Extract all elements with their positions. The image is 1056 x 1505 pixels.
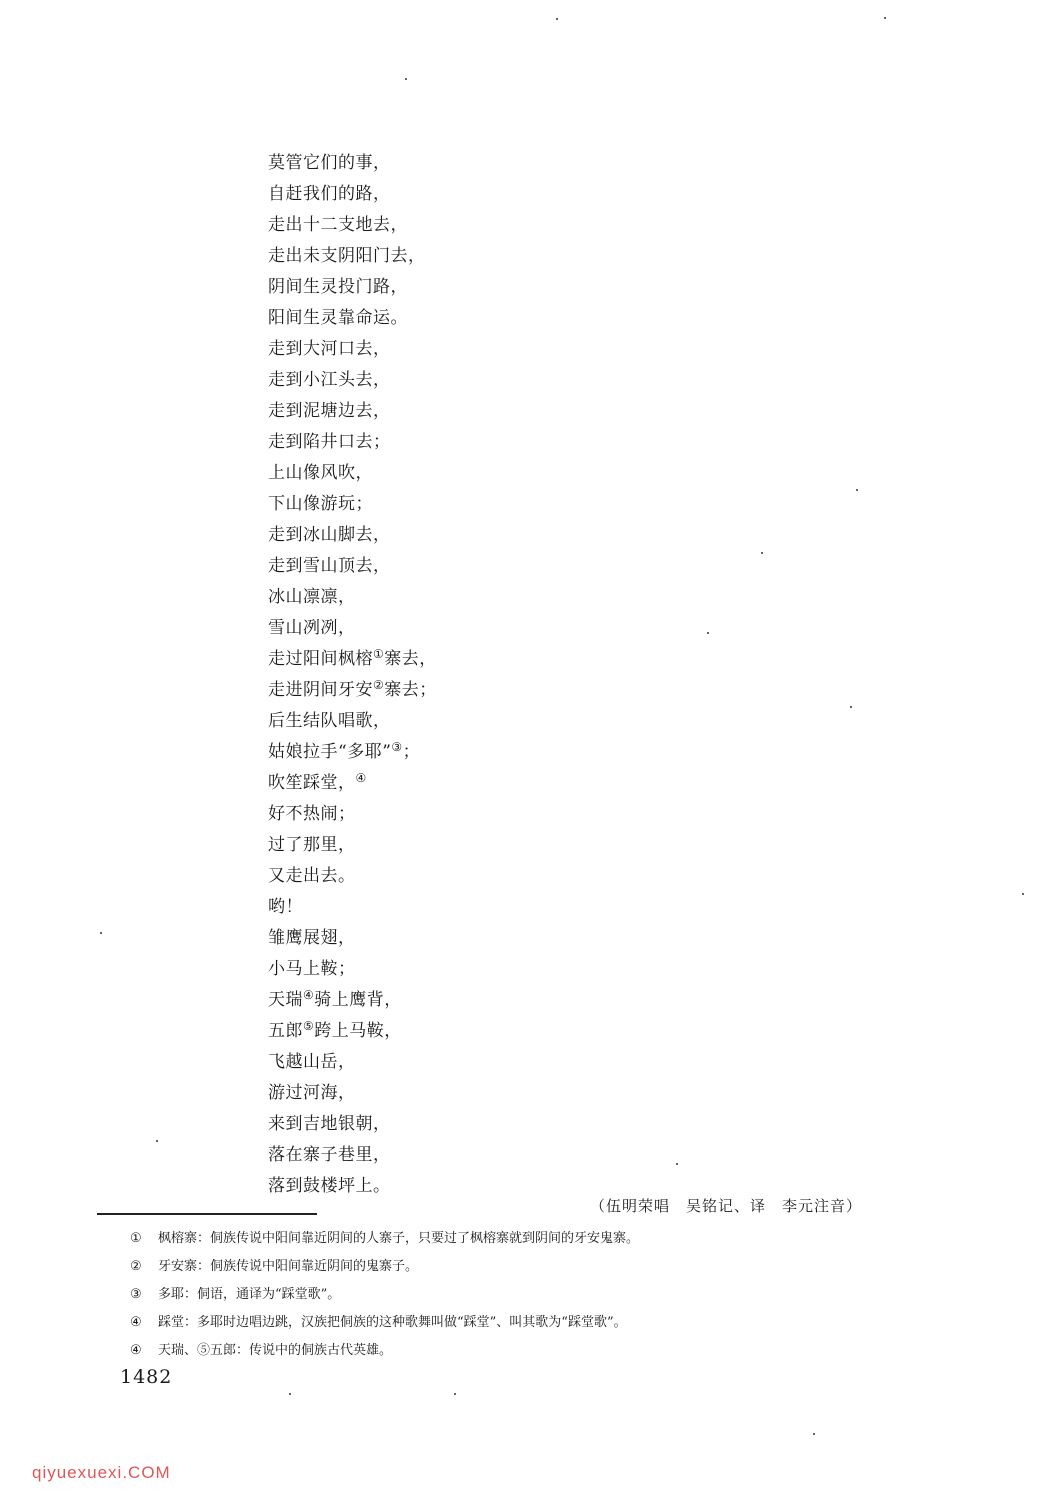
verse-line-annotated bbox=[268, 737, 437, 768]
verse-text: 天瑞 bbox=[268, 990, 303, 1010]
verse-text: 姑娘拉手“多耶” bbox=[268, 742, 392, 762]
scan-speck bbox=[556, 18, 558, 20]
performer-credit: （伍明荣唱 吴铭记、译 李元注音） bbox=[590, 1197, 863, 1215]
scan-speck bbox=[850, 706, 852, 708]
footnote-text: 天瑞、⑤五郎：传说中的侗族古代英雄。 bbox=[158, 1343, 393, 1358]
verse-text: 走过阳间枫榕 bbox=[268, 649, 373, 669]
footnote-marker: ② bbox=[373, 678, 385, 692]
verse-line: 阴间生灵投门路， bbox=[268, 277, 408, 297]
verse-text: 骑上鹰背， bbox=[314, 990, 402, 1010]
verse-line-annotated bbox=[268, 644, 437, 675]
verse-text: 寨去； bbox=[384, 680, 437, 700]
verse-line: 走出未支阴阳门去， bbox=[268, 246, 426, 266]
footnote-number: ① bbox=[130, 1231, 142, 1246]
verse-line: 来到吉地银朝， bbox=[268, 1114, 391, 1134]
verse-line: 上山像风吹， bbox=[268, 463, 373, 483]
verse-line: 走到雪山顶去， bbox=[268, 556, 391, 576]
scan-speck bbox=[100, 932, 102, 934]
scan-speck bbox=[761, 552, 763, 554]
verse-line: 自赶我们的路， bbox=[268, 184, 391, 204]
page-number: 1482 bbox=[120, 1366, 173, 1388]
poem-verse bbox=[268, 148, 437, 1202]
scan-speck bbox=[1022, 893, 1024, 895]
footnote-list bbox=[130, 1225, 639, 1365]
footnote-marker: ④ bbox=[355, 771, 367, 785]
footnote-number: ④ bbox=[130, 1315, 142, 1330]
scan-speck bbox=[707, 632, 709, 634]
footnote-item bbox=[130, 1337, 639, 1365]
site-watermark: qiyuexuexi.COM bbox=[32, 1463, 171, 1482]
footnote-number: ② bbox=[130, 1259, 142, 1274]
footnote-marker: ③ bbox=[391, 740, 403, 754]
verse-line: 后生结队唱歌， bbox=[268, 711, 391, 731]
verse-line: 游过河海， bbox=[268, 1083, 356, 1103]
verse-line-annotated bbox=[268, 1016, 437, 1047]
verse-line-annotated bbox=[268, 675, 437, 706]
verse-line: 走到小江头去， bbox=[268, 370, 391, 390]
scan-speck bbox=[813, 1433, 815, 1435]
scan-speck bbox=[454, 1393, 456, 1395]
verse-text: 走进阴间牙安 bbox=[268, 680, 373, 700]
footnote-number: ③ bbox=[130, 1287, 142, 1302]
footnote-item bbox=[130, 1253, 639, 1281]
footnote-number: ④ bbox=[130, 1343, 142, 1358]
footnote-divider bbox=[97, 1213, 317, 1215]
scan-speck bbox=[676, 1163, 678, 1165]
footnote-marker: ⑤ bbox=[303, 1019, 315, 1033]
scan-speck bbox=[884, 17, 886, 19]
verse-line: 走到陷井口去； bbox=[268, 432, 391, 452]
verse-text: 五郎 bbox=[268, 1021, 303, 1041]
scan-speck bbox=[856, 489, 858, 491]
footnote-marker: ① bbox=[373, 647, 385, 661]
footnote-text: 踩堂：多耶时边唱边跳，汉族把侗族的这种歌舞叫做“踩堂”、叫其歌为“踩堂歌”。 bbox=[158, 1315, 627, 1330]
verse-line: 飞越山岳， bbox=[268, 1052, 356, 1072]
verse-line: 小马上鞍； bbox=[268, 959, 356, 979]
verse-line-annotated bbox=[268, 985, 437, 1016]
verse-line: 走到冰山脚去， bbox=[268, 525, 391, 545]
verse-line: 冰山凛凛， bbox=[268, 587, 356, 607]
verse-line: 走到大河口去， bbox=[268, 339, 391, 359]
footnote-item bbox=[130, 1225, 639, 1253]
footnote-item bbox=[130, 1281, 639, 1309]
verse-line: 又走出去。 bbox=[268, 866, 356, 886]
verse-line: 好不热闹； bbox=[268, 804, 356, 824]
verse-line: 莫管它们的事， bbox=[268, 153, 391, 173]
scan-speck bbox=[156, 1140, 158, 1142]
verse-text: 跨上马鞍， bbox=[314, 1021, 402, 1041]
verse-line: 下山像游玩； bbox=[268, 494, 373, 514]
footnote-item bbox=[130, 1309, 639, 1337]
verse-line: 哟！ bbox=[268, 897, 303, 917]
footnote-marker: ④ bbox=[303, 988, 315, 1002]
verse-line: 走出十二支地去， bbox=[268, 215, 408, 235]
verse-line: 落到鼓楼坪上。 bbox=[268, 1176, 391, 1196]
verse-line: 雏鹰展翅， bbox=[268, 928, 356, 948]
footnote-text: 枫榕寨：侗族传说中阳间靠近阴间的人寨子，只要过了枫榕寨就到阴间的牙安鬼寨。 bbox=[158, 1231, 640, 1246]
verse-text: 吹笙踩堂， bbox=[268, 773, 356, 793]
verse-text: ； bbox=[402, 742, 421, 762]
footnote-text: 多耶：侗语，通译为“踩堂歌”。 bbox=[158, 1287, 341, 1302]
verse-line-annotated bbox=[268, 768, 437, 799]
footnote-text: 牙安寨：侗族传说中阳间靠近阴间的鬼寨子。 bbox=[158, 1259, 419, 1274]
scan-speck bbox=[405, 78, 407, 80]
verse-line: 落在寨子巷里， bbox=[268, 1145, 391, 1165]
verse-line: 走到泥塘边去， bbox=[268, 401, 391, 421]
verse-line: 过了那里， bbox=[268, 835, 356, 855]
scan-speck bbox=[289, 1393, 291, 1395]
verse-line: 雪山冽冽， bbox=[268, 618, 356, 638]
verse-line: 阳间生灵靠命运。 bbox=[268, 308, 408, 328]
verse-text: 寨去， bbox=[384, 649, 437, 669]
